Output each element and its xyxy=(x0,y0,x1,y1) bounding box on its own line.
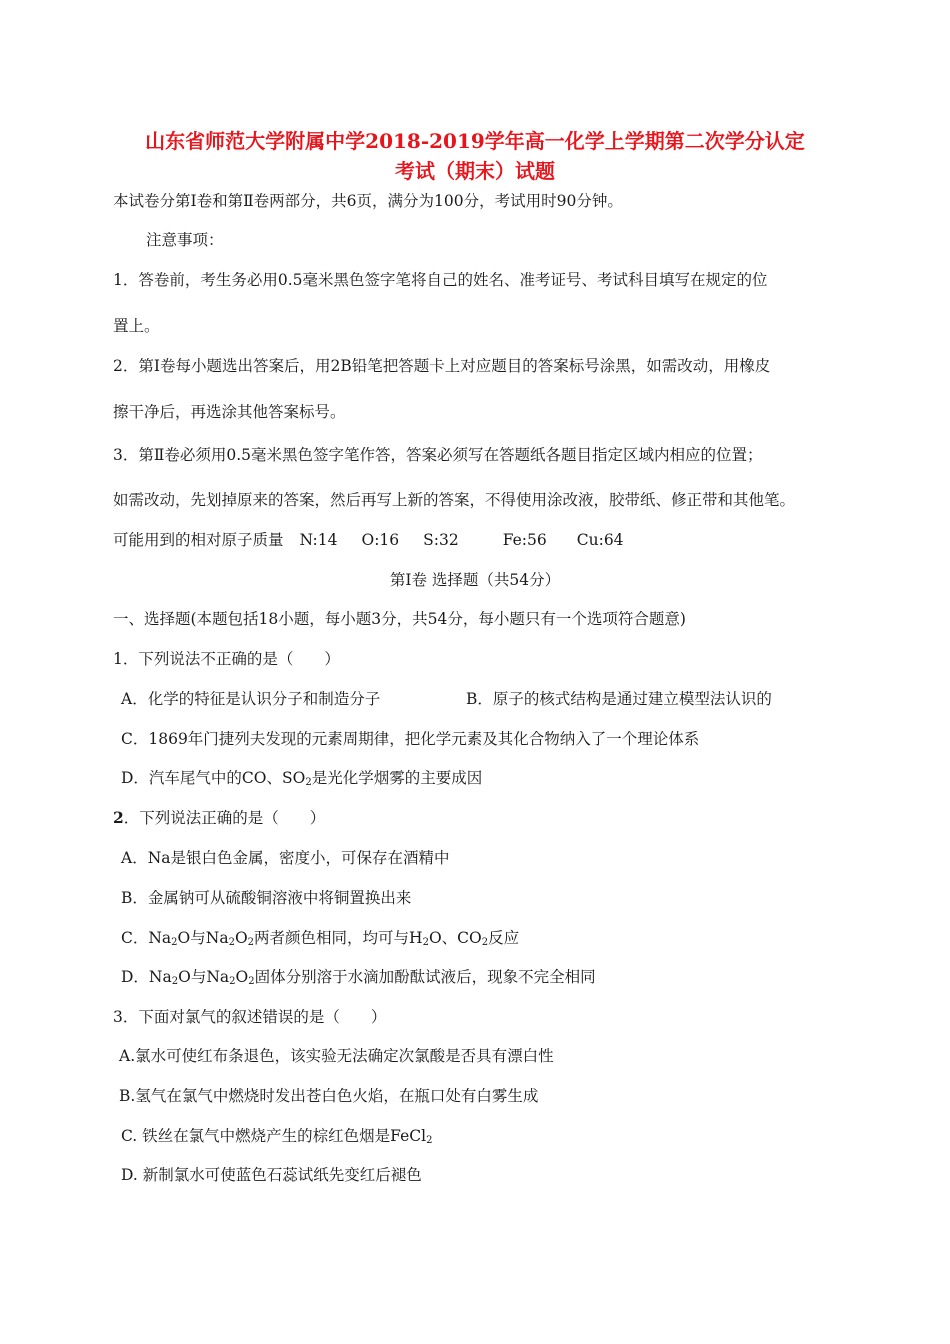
subscript: 2 xyxy=(229,976,236,987)
note-3-line-1: 3．第Ⅱ卷必须用0.5毫米黑色签字笔作答，答案必须写在答题纸各题目指定区域内相应的位置； xyxy=(113,446,763,464)
question-1-option-d xyxy=(121,768,482,788)
subscript: 2 xyxy=(422,937,429,948)
question-3-stem: 3．下面对氯气的叙述错误的是（ ） xyxy=(113,1008,387,1026)
exam-title-line-1: 山东省师范大学附属中学2018-2019学年高一化学上学期第二次学分认定 xyxy=(145,129,805,153)
question-1-option-a: A．化学的特征是认识分子和制造分子 xyxy=(121,690,381,708)
atomic-mass-cu: Cu:64 xyxy=(576,531,624,549)
atomic-mass-fe: Fe:56 xyxy=(502,531,547,549)
question-3-option-b: B.氢气在氯气中燃烧时发出苍白色火焰，在瓶口处有白雾生成 xyxy=(119,1087,539,1105)
subscript: 2 xyxy=(481,937,489,948)
formula-text: 两者颜色相同，均可与H xyxy=(254,929,423,947)
question-1-option-d-text: D．汽车尾气中的CO、SO xyxy=(121,769,306,787)
question-3-option-a: A.氯水可使红布条退色，该实验无法确定次氯酸是否具有漂白性 xyxy=(119,1047,554,1065)
question-2-option-b: B．金属钠可从硫酸铜溶液中将铜置换出来 xyxy=(121,889,412,907)
atomic-mass-o: O:16 xyxy=(361,531,400,549)
question-3-option-d: D. 新制氯水可使蓝色石蕊试纸先变红后褪色 xyxy=(121,1166,422,1184)
note-1-line-2: 置上。 xyxy=(113,317,160,335)
subscript: 2 xyxy=(426,1135,433,1146)
formula-text: C．Na xyxy=(121,929,172,947)
formula-text: D．Na xyxy=(121,968,172,986)
formula-text: O xyxy=(235,968,249,986)
subscript: 2 xyxy=(171,937,178,948)
subscript: 2 xyxy=(248,976,255,987)
formula-text: 反应 xyxy=(488,929,520,947)
question-2-number: 2 xyxy=(113,808,124,827)
exam-intro: 本试卷分第Ⅰ卷和第Ⅱ卷两部分，共6页，满分为100分，考试用时90分钟。 xyxy=(113,192,623,210)
exam-title-line-2: 考试（期末）试题 xyxy=(395,159,555,183)
question-2-option-c xyxy=(121,928,519,948)
question-3-option-c xyxy=(121,1126,432,1146)
formula-text: O、CO xyxy=(428,929,482,947)
subscript: 2 xyxy=(305,777,312,788)
question-1-stem: 1．下列说法不正确的是（ ） xyxy=(113,650,340,668)
question-3-option-c-text: C. 铁丝在氯气中燃烧产生的棕红色烟是FeCl xyxy=(121,1127,427,1145)
atomic-mass-row xyxy=(113,530,624,550)
formula-text: O与Na xyxy=(177,929,229,947)
question-2-option-d xyxy=(121,967,596,987)
note-1-line-1: 1．答卷前，考生务必用0.5毫米黑色签字笔将自己的姓名、准考证号、考试科目填写在规定的位 xyxy=(113,271,768,289)
section-description: 一、选择题(本题包括18小题，每小题3分，共54分，每小题只有一个选项符合题意) xyxy=(113,610,686,628)
formula-text: 固体分别溶于水滴加酚酞试液后，现象不完全相同 xyxy=(254,968,596,986)
atomic-mass-label: 可能用到的相对原子质量 xyxy=(113,531,284,549)
formula-text: O xyxy=(234,929,248,947)
question-1-option-b: B．原子的核式结构是通过建立模型法认识的 xyxy=(466,690,772,708)
question-2-stem xyxy=(113,808,325,828)
note-3-line-2: 如需改动，先划掉原来的答案，然后再写上新的答案，不得使用涂改液，胶带纸、修正带和其他笔。 xyxy=(113,491,796,509)
question-1-option-c: C．1869年门捷列夫发现的元素周期律，把化学元素及其化合物纳入了一个理论体系 xyxy=(121,730,700,748)
question-2-stem-text: ．下列说法正确的是（ ） xyxy=(123,809,326,827)
subscript: 2 xyxy=(247,937,255,948)
formula-text: O与Na xyxy=(178,968,230,986)
atomic-mass-s: S:32 xyxy=(423,531,459,549)
subscript: 2 xyxy=(171,976,179,987)
question-1-option-d-text-end: 是光化学烟雾的主要成因 xyxy=(311,769,483,787)
subscript: 2 xyxy=(228,937,235,948)
notes-heading: 注意事项： xyxy=(146,231,224,249)
note-2-line-2: 擦干净后，再选涂其他答案标号。 xyxy=(113,403,346,421)
section-title: 第Ⅰ卷 选择题（共54分） xyxy=(389,571,561,589)
note-2-line-1: 2．第Ⅰ卷每小题选出答案后，用2B铅笔把答题卡上对应题目的答案标号涂黑，如需改动，用橡皮 xyxy=(113,357,771,375)
question-2-option-a: A．Na是银白色金属，密度小，可保存在酒精中 xyxy=(121,849,450,867)
atomic-mass-n: N:14 xyxy=(299,531,338,549)
